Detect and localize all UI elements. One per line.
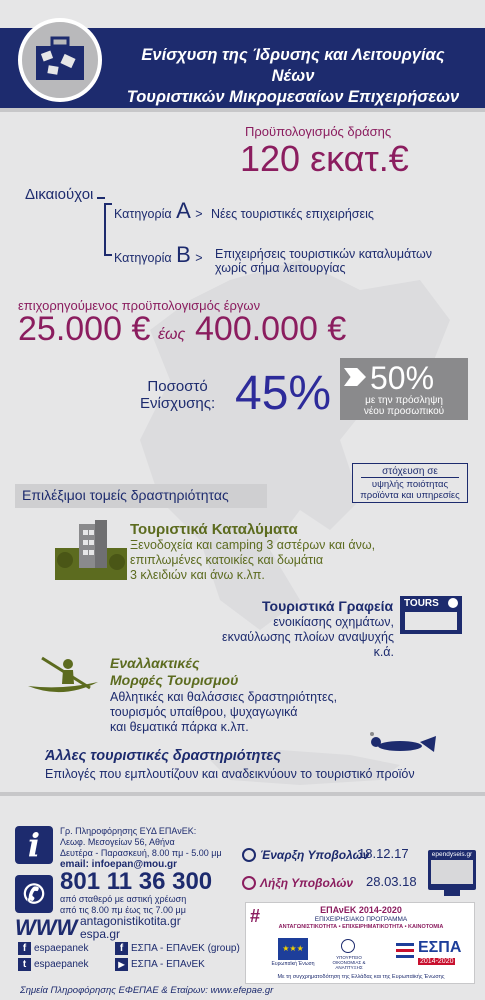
agencies-title: Τουριστικά Γραφεία <box>262 598 394 614</box>
category-b-prefix: Κατηγορία <box>114 251 172 265</box>
target-box <box>352 463 468 503</box>
category-a-text: Νέες τουριστικές επιχειρήσεις <box>210 207 374 221</box>
title-line-1: Ενίσχυση της Ίδρυσης και Λειτουργίας Νέων <box>141 46 445 85</box>
sectors-heading: Επιλέξιμοι τομείς δραστηριότητας <box>22 487 229 503</box>
accommodation-title: Τουριστικά Καταλύματα <box>130 521 298 538</box>
category-b-letter: B <box>176 242 191 267</box>
eu-label: Ευρωπαϊκή Ένωση <box>271 961 315 967</box>
funding-logos <box>245 902 475 984</box>
bracket-vertical <box>104 203 106 255</box>
category-a-prefix: Κατηγορία <box>114 207 172 221</box>
target-line-2: υψηλής ποιότητας <box>371 479 449 490</box>
facebook-icon[interactable]: f <box>18 942 31 955</box>
monitor-base <box>444 890 460 896</box>
category-a-letter: A <box>176 198 191 223</box>
accommodation-text-2: επιπλωμένες κατοικίες και δωμάτια <box>130 553 324 567</box>
hotel-icon <box>55 520 127 580</box>
www-label: WWW <box>15 915 78 940</box>
project-budget-label: επιχορηγούμενος προϋπολογισμός έργων <box>18 298 261 313</box>
beneficiaries-label: Δικαιούχοι <box>25 186 94 203</box>
greek-emblem-icon <box>341 939 355 953</box>
espa-logo <box>396 939 466 967</box>
office-email[interactable]: email: infoepan@mou.gr <box>60 859 177 870</box>
section-divider <box>0 792 485 796</box>
youtube-icon[interactable]: ▶ <box>115 958 128 971</box>
alternative-text <box>110 690 337 735</box>
epanek-sub-2: ΑΝΤΑΓΩΝΙΣΤΙΚΟΤΗΤΑ • ΕΠΙΧΕΙΡΗΜΑΤΙΚΟΤΗΤΑ • ΚΑΙΝΟΤΟΜΙΑ <box>278 924 444 930</box>
office-info <box>60 826 222 870</box>
bonus-note <box>340 395 468 417</box>
phone-number[interactable]: 801 11 36 300 <box>60 868 213 895</box>
bonus-box <box>340 358 468 420</box>
end-label: Λήξη Υποβολών <box>260 876 354 890</box>
social-youtube[interactable]: ΕΣΠΑ - ΕΠΑνΕΚ <box>131 959 205 970</box>
header-strip <box>0 108 485 112</box>
globe-icon <box>448 598 458 608</box>
websites <box>80 915 181 941</box>
arrow-icon <box>344 368 366 386</box>
budget-label: Προϋπολογισμός δράσης <box>245 124 392 139</box>
bonus-note-1: με την πρόσληψη <box>365 395 443 406</box>
phone-note-2: από τις 8.00 πμ έως τις 7.00 μμ <box>60 905 186 915</box>
phone-note <box>60 894 186 916</box>
bonus-value: 50% <box>370 360 435 396</box>
target-line-1: στόχευση σε <box>361 466 459 478</box>
alternative-title-2: Μορφές Τουρισμού <box>110 672 239 688</box>
category-a-arrow: > <box>195 207 203 221</box>
phone-icon: ✆ <box>15 875 53 913</box>
accommodation-text-3: 3 κλειδιών και άνω κ.λπ. <box>130 568 265 582</box>
other-title: Άλλες τουριστικές δραστηριότητες <box>45 748 281 764</box>
briefcase-icon <box>18 18 102 102</box>
clock-icon-end <box>242 876 256 890</box>
support-label-2: Ενίσχυσης: <box>140 395 216 412</box>
category-b-text-1: Επιχειρήσεις τουριστικών καταλυμάτων <box>215 247 433 261</box>
category-b-text-2: χωρίς σήμα λειτουργίας <box>215 261 346 275</box>
support-label-1: Ποσοστό <box>147 378 208 395</box>
travel-agency-icon <box>400 596 462 634</box>
other-text: Επιλογές που εμπλουτίζουν και αναδεικνύουν το τουριστικό προϊόν <box>45 767 415 781</box>
bracket-b <box>104 254 112 256</box>
tours-sign: TOURS <box>404 598 439 609</box>
cofund-note: Με τη συγχρηματοδότηση της Ελλάδας και της Ευρωπαϊκής Ένωσης <box>277 974 445 980</box>
alternative-text-2: τουρισμός υπαίθρου, ψυχαγωγικά <box>110 705 298 719</box>
portal-name[interactable]: ependyseis.gr <box>431 851 473 858</box>
office-line-1: Γρ. Πληροφόρησης ΕΥΔ ΕΠΑνΕΚ: <box>60 826 197 836</box>
project-budget-max: 400.000 € <box>195 310 347 348</box>
office-line-3: Δευτέρα - Παρασκευή, 8.00 πμ - 5.00 μμ <box>60 848 222 858</box>
website-1[interactable]: antagonistikotita.gr <box>80 914 181 928</box>
facebook-group-icon[interactable]: f <box>115 942 128 955</box>
agencies-text-2: εκναύλωσης πλοίων αναψυχής κ.ά. <box>222 630 395 659</box>
clock-icon <box>242 848 256 862</box>
bracket-top <box>97 197 105 199</box>
support-value: 45% <box>235 367 332 420</box>
kayak-icon <box>28 652 98 698</box>
social-facebook-group[interactable]: ΕΣΠΑ - ΕΠΑνΕΚ (group) <box>131 943 240 954</box>
espa-label: ΕΣΠΑ <box>418 939 462 956</box>
target-line-3: προϊόντα και υπηρεσίες <box>360 490 460 501</box>
alternative-title <box>110 655 238 689</box>
category-b-arrow: > <box>195 251 203 265</box>
agencies-text <box>222 615 394 660</box>
eu-flag-icon: ★★★ <box>278 938 308 960</box>
budget-value: 120 εκατ.€ <box>240 138 409 179</box>
monitor-icon <box>428 850 476 890</box>
website-2[interactable]: espa.gr <box>80 927 121 941</box>
alternative-title-1: Εναλλακτικές <box>110 655 200 671</box>
category-b <box>114 242 203 268</box>
espa-years: 2014-2020 <box>420 958 454 965</box>
bracket-a <box>104 203 112 205</box>
phone-note-1: από σταθερό με αστική χρέωση <box>60 894 187 904</box>
epanek-title: ΕΠΑνΕΚ 2014-2020 <box>320 905 402 915</box>
start-date: 18.12.17 <box>358 846 409 861</box>
social-facebook[interactable]: espaepanek <box>34 943 89 954</box>
info-icon: i <box>15 826 53 864</box>
category-a <box>114 198 374 224</box>
alternative-text-1: Αθλητικές και θαλάσσιες δραστηριότητες, <box>110 690 338 704</box>
project-budget-min: 25.000 € <box>18 310 151 348</box>
start-label: Έναρξη Υποβολών <box>260 848 370 862</box>
epanek-sub-1: ΕΠΙΧΕΙΡΗΣΙΑΚΟ ΠΡΟΓΡΑΜΜΑ <box>314 916 408 923</box>
title-line-2: Τουριστικών Μικρομεσαίων Επιχειρήσεων <box>126 88 460 106</box>
accommodation-text-1: Ξενοδοχεία και camping 3 αστέρων και άνω, <box>130 538 376 552</box>
office-line-2: Λεωφ. Μεσογείων 56, Αθήνα <box>60 837 175 847</box>
alternative-text-3: και θεματικά πάρκα κ.λπ. <box>110 720 249 734</box>
project-budget-connector: έως <box>158 326 186 343</box>
category-b-text <box>215 247 432 275</box>
ministry-label: ΥΠΟΥΡΓΕΙΟ ΟΙΚΟΝΟΜΙΑΣ & ΑΝΑΠΤΥΞΗΣ <box>332 955 366 970</box>
end-date: 28.03.18 <box>366 874 417 889</box>
twitter-icon[interactable]: t <box>18 958 31 971</box>
support-label <box>140 378 215 412</box>
social-twitter[interactable]: espaepanek <box>34 959 89 970</box>
agencies-text-1: ενοικίασης οχημάτων, <box>273 615 394 629</box>
diver-icon <box>368 730 438 760</box>
accommodation-text <box>130 538 375 583</box>
hash-logo-icon: # <box>250 906 261 926</box>
header <box>0 0 485 115</box>
page-title <box>118 45 468 108</box>
footnote: Σημεία Πληροφόρησης ΕΦΕΠΑΕ & Εταίρων: www.efepae.gr <box>20 985 274 996</box>
bonus-note-2: νέου προσωπικού <box>363 406 445 417</box>
